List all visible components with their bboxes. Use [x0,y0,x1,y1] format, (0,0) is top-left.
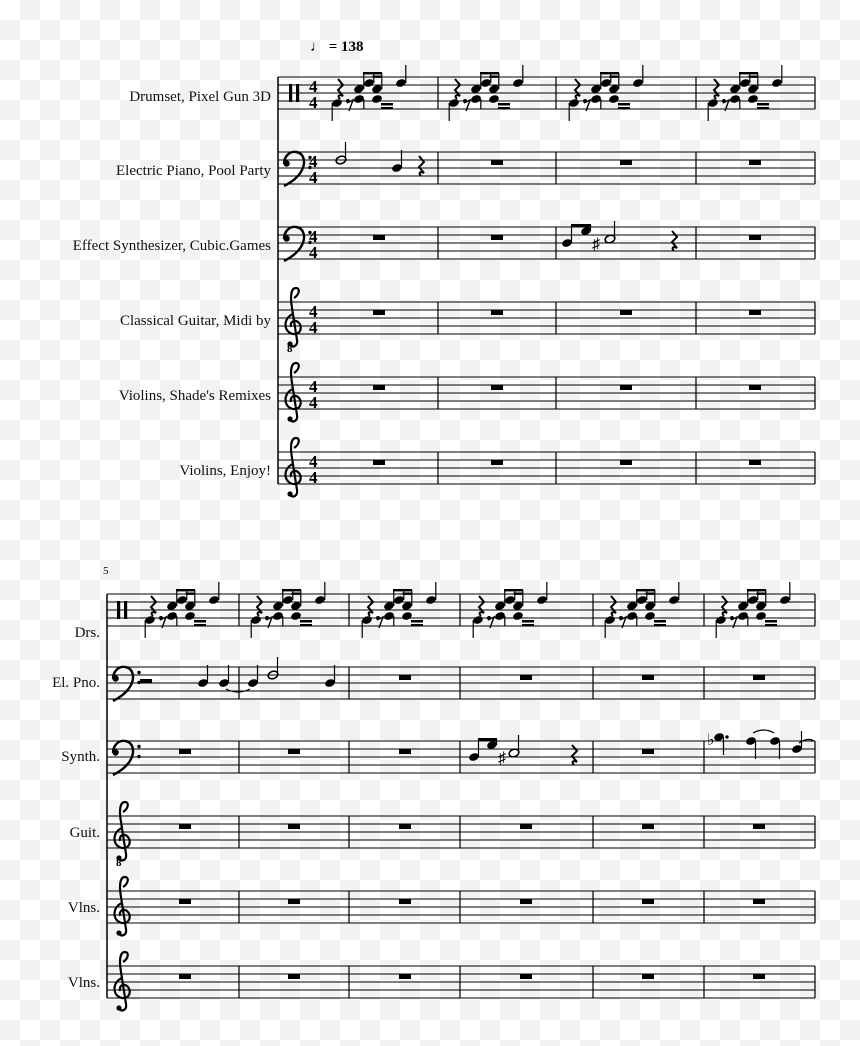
svg-text:4: 4 [309,377,318,396]
instrument-abbrev-violins-1: Vlns. [67,900,100,916]
time-signatures [309,77,318,487]
svg-text:4: 4 [309,468,318,487]
svg-text:♭: ♭ [707,732,715,749]
svg-text:4: 4 [309,168,318,187]
staff-lines [278,77,815,484]
svg-text:4: 4 [309,243,318,262]
svg-text:4: 4 [309,227,318,246]
treble-clef-icon [115,877,130,936]
treble-clef-icon [115,802,130,861]
system-1 [73,65,815,497]
svg-text:♯: ♯ [498,750,506,767]
staff-lines [107,594,815,998]
system-2 [52,565,815,1011]
treble-clef-icon [286,288,301,347]
synth-measure-10 [707,730,814,759]
instrument-label-electric-piano: Electric Piano, Pool Party [116,163,271,179]
svg-text:4: 4 [309,152,318,171]
barlines [239,594,815,998]
treble-clef-icon [286,438,301,497]
barlines [438,77,815,484]
instrument-abbrev-violins-2: Vlns. [67,975,100,991]
guitar-octave-mark: 8 [287,343,293,355]
svg-text:4: 4 [309,318,318,337]
instrument-label-guitar: Classical Guitar, Midi by [119,313,271,329]
piano-measure-5 [140,657,336,692]
piano-measure-1 [335,142,424,176]
synth-measure-8 [468,735,577,767]
instrument-label-synth: Effect Synthesizer, Cubic.Games [72,238,271,254]
instrument-abbrev-guitar: Guit. [69,825,100,841]
instrument-label-drumset: Drumset, Pixel Gun 3D [129,89,271,105]
bass-clef-icon [112,667,140,701]
treble-clef-icon [286,363,301,422]
instrument-label-violins-1: Violins, Shade's Remixes [118,388,271,404]
measure-number: 5 [103,565,109,577]
svg-text:4: 4 [309,302,318,321]
whole-rests [373,160,761,465]
guitar-octave-mark: 8 [116,857,122,869]
svg-text:4: 4 [309,77,318,96]
instrument-abbrev-piano: El. Pno. [52,675,100,691]
bass-clef-icon [112,741,140,775]
synth-measure-3 [561,221,677,253]
bass-clef-icon [283,152,311,186]
bass-clef-icon [283,227,311,261]
instrument-abbrev-synth: Synth. [61,749,100,765]
svg-text:4: 4 [309,452,318,471]
instrument-abbrev-drums: Drs. [74,625,100,641]
tempo-marking: ♩ = 138 [310,39,364,55]
svg-text:4: 4 [309,93,318,112]
treble-clef-icon [115,952,130,1011]
instrument-label-violins-2: Violins, Enjoy! [179,463,271,479]
svg-text:4: 4 [309,393,318,412]
whole-rests [179,675,765,979]
svg-text:♯: ♯ [592,236,600,253]
